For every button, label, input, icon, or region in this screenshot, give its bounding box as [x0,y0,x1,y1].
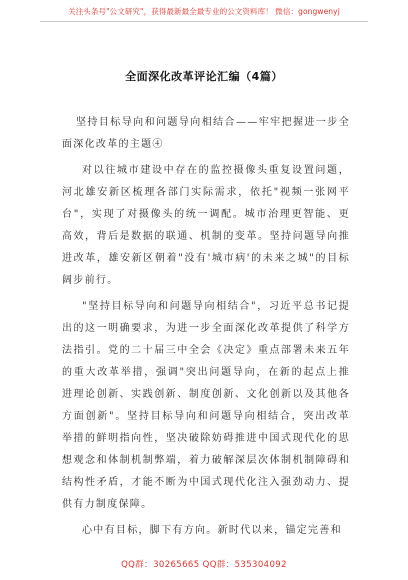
document-body [62,112,350,546]
document-title: 全面深化改革评论汇编（4篇） [125,70,283,83]
body-paragraph: "坚持目标导向和问题导向相结合"，习近平总书记提出的这一明确要求，为进一步全面深化改革提供了科学方法指引。党的二十届三中全会《决定》重点部署未来五年的重大改革举措，强调"突出问题导向，在新的起点上推进理论创新、实践创新、制度创新、文化创新以及其他各方面创新"。坚持目标导向和问题导向相结合，突出改革举措的鲜明指向性，坚决破除妨碍推进中国式现代化的思想观念和体制机制弊端，着力破解深层次体制机制障碍和结构性矛盾，才能不断为中国式现代化注入强劲动力、提供有力制度保障。 [62,301,350,510]
body-paragraph: 心中有目标，脚下有方向。新时代以来，锚定完善和 [82,525,342,536]
footer-note: QQ群：30265665 QQ群：535304092 [121,560,287,570]
header-note: 关注头条号"公文研究"，获得最新最全最专业的公文资料库！ 微信：gongwenyj [68,7,340,16]
body-paragraph: 对以往城市建设中存在的监控摄像头重复设置问题，河北雄安新区梳理各部门实际需求，依托"视频一张网平台"，实现了对摄像头的统一调配。城市治理更智能、更高效，背后是数据的联通、机制的变革。坚持问题导向推进改革，雄安新区朝着"没有'城市病'的未来之城"的目标阔步前行。 [62,165,350,286]
header-divider [40,21,368,22]
section-heading: 坚持目标导向和问题导向相结合——牢牢把握进一步全面深化改革的主题④ [62,117,350,150]
